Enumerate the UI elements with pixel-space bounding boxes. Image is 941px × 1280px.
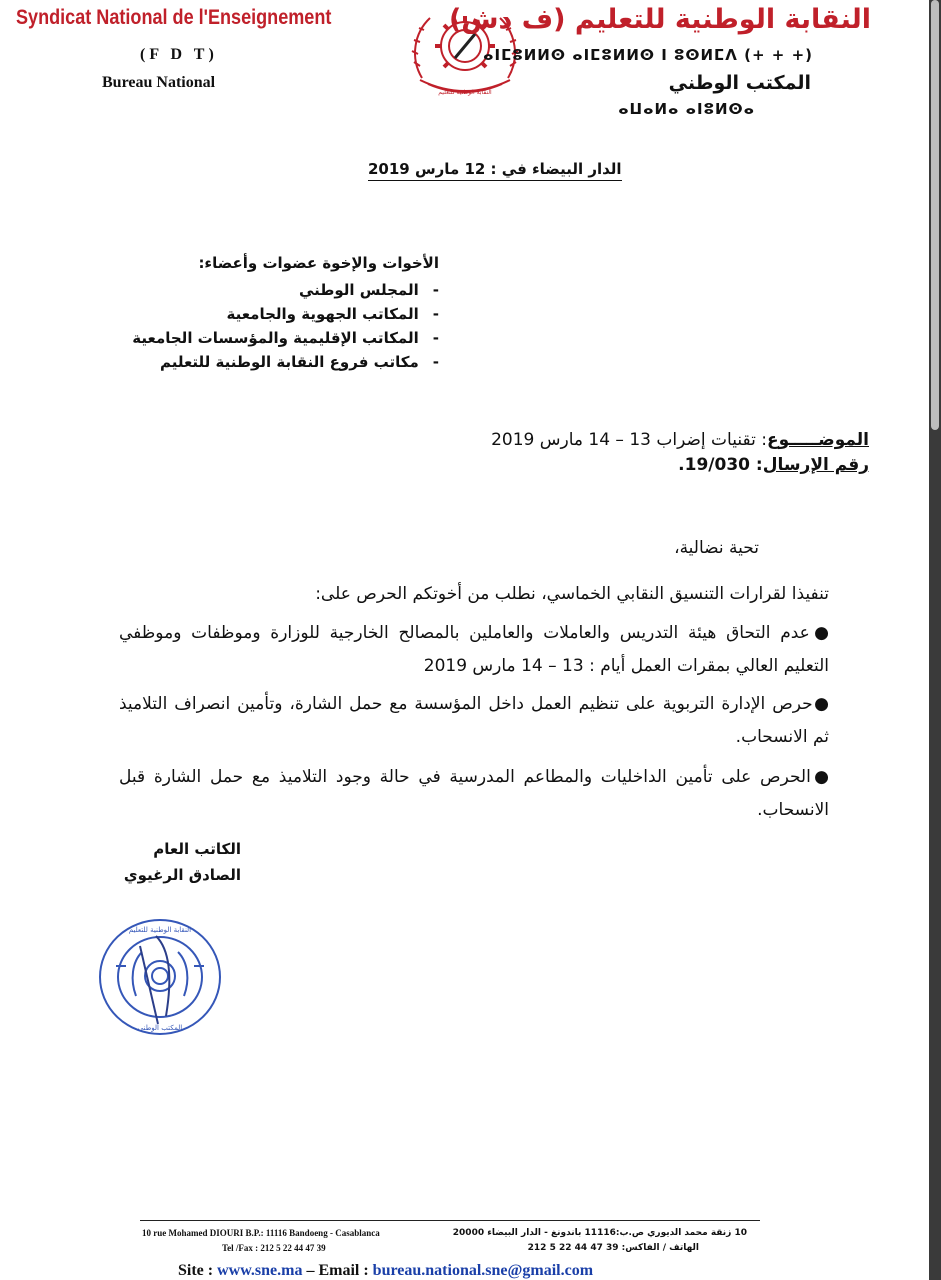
reference-line — [491, 453, 869, 478]
tifinagh-title: ⴰⵏⵎⵓⵍⵍⵙ ⴰⵏⵎⵓⵍⵍⵙ ⵏ ⵓⵙⵍⵎⴷ (+ + +) — [483, 46, 813, 64]
intro-paragraph: تنفيذا لقرارات التنسيق النقابي الخماسي، نطلب من أخوتكم الحرص على: — [315, 584, 829, 604]
list-item: -المكاتب الإقليمية والمؤسسات الجامعية — [132, 329, 439, 347]
reference-label: رقم الإرسال — [762, 455, 869, 475]
subject-line — [491, 428, 869, 453]
subject-label: الموضـــــوع — [766, 430, 869, 450]
list-bullet: - — [432, 305, 439, 323]
footer-contact — [178, 1262, 593, 1280]
subject-block — [491, 428, 869, 478]
footer-divider — [140, 1220, 760, 1221]
site-label: Site : — [178, 1262, 214, 1279]
email-link[interactable]: bureau.national.sne@gmail.com — [372, 1262, 594, 1279]
scrollbar[interactable] — [929, 0, 941, 1280]
french-bureau: Bureau National — [102, 74, 216, 91]
svg-text:النقابة الوطنية للتعليم: النقابة الوطنية للتعليم — [128, 926, 192, 934]
point-1: ●عدم التحاق هيئة التدريس والعاملات والعاملين بالمصالح الخارجية للوزارة وموظفات وموظفي التعليم العالي بمقرات العمل أيام : 13 – 14 مارس 2019 — [119, 623, 829, 676]
list-bullet: - — [432, 353, 439, 371]
date-line: الدار البيضاء في : 12 مارس 2019 — [368, 160, 622, 181]
signatory-role: الكاتب العام — [153, 840, 241, 858]
footer-ar-phone: الهاتف / الفاكس: 39 47 44 22 5 212 — [527, 1243, 699, 1253]
arabic-bureau: المكتب الوطني — [668, 72, 811, 94]
svg-text:النقابة الوطنية للتعليم: النقابة الوطنية للتعليم — [438, 89, 492, 96]
list-bullet: - — [432, 329, 439, 347]
footer-fr-address: 10 rue Mohamed DIOURI B.P.: 11116 Bandoeng - Casablanca — [142, 1228, 380, 1238]
french-title: Syndicat National de l'Enseignement — [16, 6, 332, 29]
signature-block — [124, 836, 241, 888]
arabic-title: النقابة الوطنية للتعليم (ف دش) — [448, 4, 871, 35]
site-link[interactable]: www.sne.ma — [217, 1262, 303, 1279]
footer-fr-phone: Tel /Fax : 212 5 22 44 47 39 — [222, 1243, 326, 1253]
addressees-block — [132, 254, 439, 374]
list-item: -المكاتب الجهوية والجامعية — [226, 305, 439, 323]
greeting: تحية نضالية، — [674, 538, 759, 558]
list-item: -المجلس الوطني — [298, 281, 439, 299]
svg-text:المكتب الوطني: المكتب الوطني — [137, 1024, 183, 1032]
subject-text: : تقنيات إضراب 13 – 14 مارس 2019 — [491, 430, 767, 450]
addressees-heading: الأخوات والإخوة عضوات وأعضاء: — [198, 254, 439, 272]
footer-ar-address: 10 زنقة محمد الديوري ص.ب:11116 باندونغ - الدار البيضاء 20000 — [452, 1228, 747, 1238]
point-3: ●الحرص على تأمين الداخليات والمطاعم المدرسية في حالة وجود التلاميذ مع حمل الشارة قبل الانسحاب. — [119, 767, 829, 820]
reference-text: : 19/030. — [678, 455, 763, 475]
point-2: ●حرص الإدارة التربوية على تنظيم العمل داخل المؤسسة مع حمل الشارة، وتأمين انصراف التلاميذ ثم الانسحاب. — [119, 694, 829, 747]
scrollbar-thumb[interactable] — [931, 0, 939, 430]
union-stamp-icon — [96, 916, 224, 1038]
list-item: -مكاتب فروع النقابة الوطنية للتعليم — [159, 353, 439, 371]
email-label: – Email : — [306, 1262, 369, 1279]
signatory-name: الصادق الرغيوي — [123, 866, 241, 884]
list-bullet: - — [432, 281, 439, 299]
tifinagh-bureau: ⴰⵡⴰⵍⴰ ⴰⵏⵓⵍⵙⴰ — [618, 100, 755, 118]
french-acronym: (F D T) — [140, 46, 218, 63]
